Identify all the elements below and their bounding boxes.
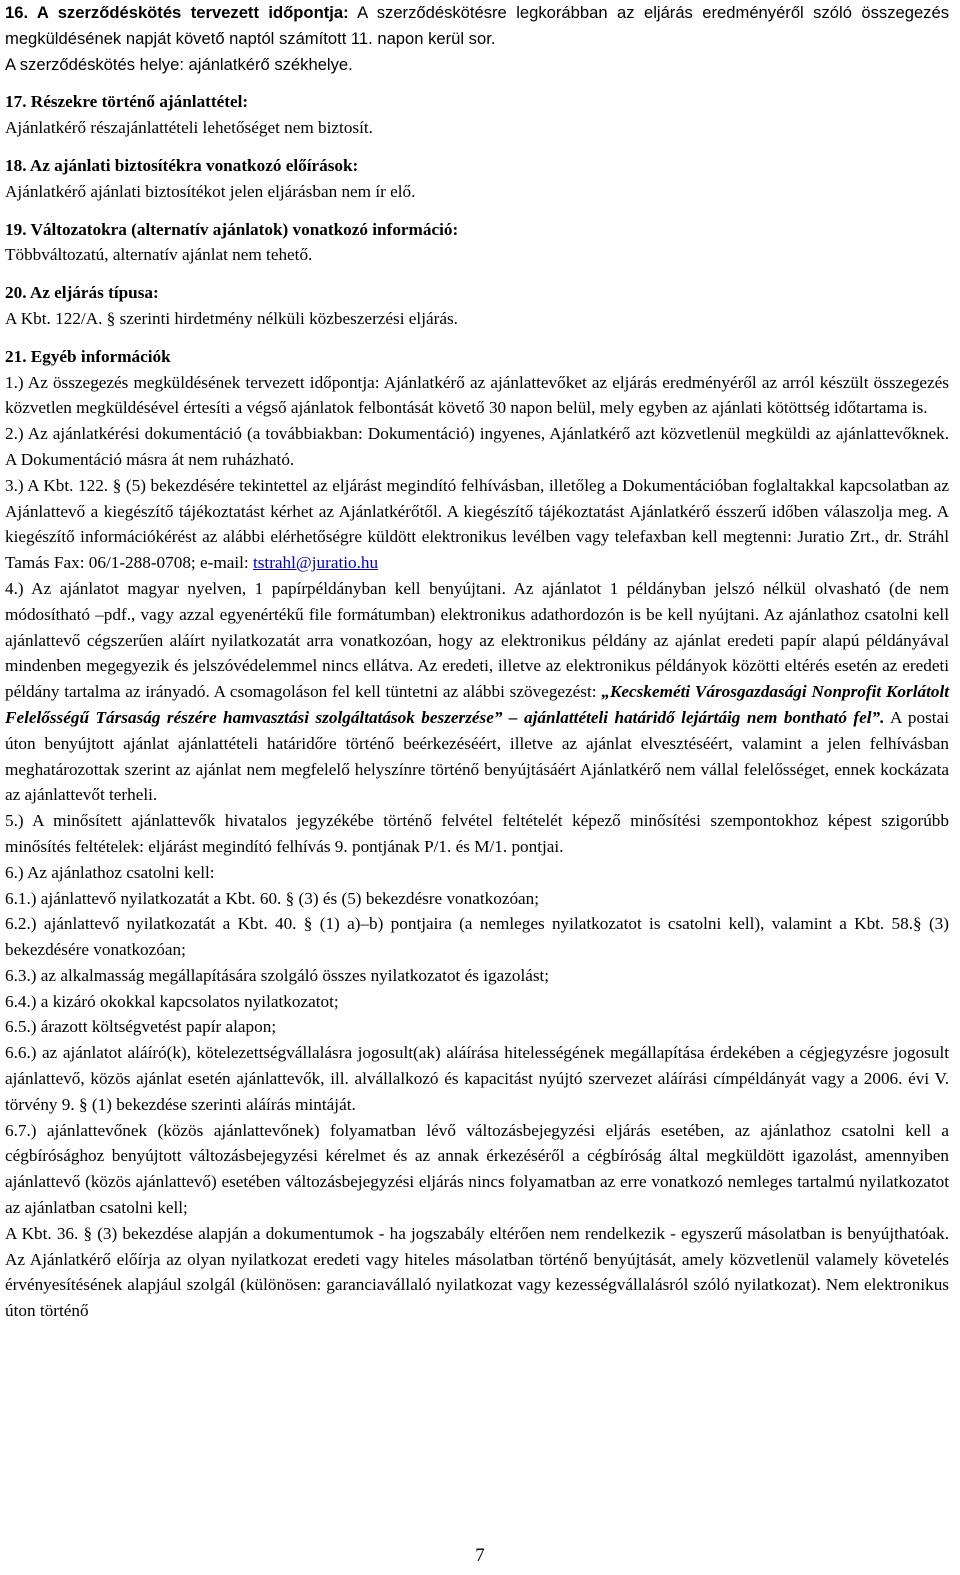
- document-body: [5, 0, 949, 1324]
- packaging-label-text: „Kecskeméti Városgazdasági Nonprofit Korlátolt Felelősségű Társaság részére hamvasztási szolgáltatások beszerzése” – ajánlattételi határidő lejártáig nem bontható fel”.: [5, 682, 949, 727]
- section-16: [5, 0, 949, 52]
- info-item-3: [5, 473, 949, 576]
- section-19-heading: 19. Változatokra (alternatív ajánlatok) vonatkozó információ:: [5, 219, 459, 239]
- section-17-text: Ajánlatkérő részajánlattételi lehetőséget nem biztosít.: [5, 118, 373, 138]
- info-item-6-7: 6.7.) ajánlattevőnek (közös ajánlattevőnek) folyamatban lévő változásbejegyzési eljárás esetében, az ajánlathoz csatolni kell a cégbírósághoz benyújtott változásbejegyzési kérelmet és az annak érkezéséről a cégbíróság által megküldött igazolást, amennyiben ajánlattevő (közös ajánlattevő) esetében változásbejegyzési eljárás nincs folyamatban az erre vonatkozó nemleges tartalmú nyilatkozatot az ajánlatban csatolni kell;: [5, 1120, 949, 1218]
- section-20-text: A Kbt. 122/A. § szerinti hirdetmény nélküli közbeszerzési eljárás.: [5, 308, 458, 328]
- section-21-heading: 21. Egyéb információk: [5, 346, 171, 366]
- section-18-text: Ajánlatkérő ajánlati biztosítékot jelen eljárásban nem ír elő.: [5, 181, 416, 201]
- info-item-1: 1.) Az összegezés megküldésének tervezett időpontja: Ajánlatkérő az ajánlattevőket az eljárás eredményéről az arról készült összegezés közvetlen megküldésével értesíti a végső ajánlatok felbontását követő 30 napon belül, mely egyben az ajánlati kötöttség időtartama is.: [5, 372, 949, 418]
- info-item-3-text: 3.) A Kbt. 122. § (5) bekezdésére tekintettel az eljárást megindító felhívásban, illetőleg a Dokumentációban foglaltakkal kapcsolatban az Ajánlattevő a kiegészítő tájékoztatást kérhet az Ajánlatkérőtől. A kiegészítő tájékoztatást Ajánlatkérő ésszerű időben válaszolja meg. A kiegészítő információkérést az alábbi elérhetőségre küldött elektronikus levélben vagy telefaxban kell megtenni: Juratio Zrt., dr. Stráhl Tamás Fax: 06/1-288-0708; e-mail:: [5, 475, 949, 573]
- info-item-6-2: 6.2.) ajánlattevő nyilatkozatát a Kbt. 40. § (1) a)–b) pontjaira (a nemleges nyilatkozatot is csatolni kell), valamint a Kbt. 58.§ (3) bekezdésére vonatkozóan;: [5, 914, 949, 960]
- page-number: 7: [475, 1545, 485, 1566]
- info-item-2: 2.) Az ajánlatkérési dokumentáció (a továbbiakban: Dokumentáció) ingyenes, Ajánlatkérő azt közvetlenül megküldi az ajánlattevőknek. A Dokumentáció másra át nem ruházható.: [5, 424, 949, 469]
- info-item-4-text-a: 4.) Az ajánlatot magyar nyelven, 1 papírpéldányban kell benyújtani. Az ajánlatot 1 példányban jelszó nélkül olvasható (de nem módosítható –pdf., vagy azzal egyenértékű file formátumban) elektronikus adathordozón is be kell nyújtani. Az ajánlathoz csatolni kell ajánlattevő cégszerűen aláírt nyilatkozatát arra vonatkozóan, hogy az elektronikus példány az ajánlat eredeti papír alapú példányával mindenben megegyezik és jelszóvédelemmel nincs ellátva. Az eredeti, illetve az elektronikus példányok közötti eltérés esetén az eredeti példány tartalma az irányadó. A csomagoláson fel kell tüntetni az alábbi szövegezést:: [5, 578, 949, 702]
- info-item-4-text-b: A postai úton benyújtott ajánlat ajánlattételi határidőre történő beérkezéséért, illetve az ajánlat elvesztéséért, valamint a jelen felhívásban meghatározottak szerint az ajánlat nem megfelelő helyszínre történő benyújtásáért Ajánlatkérő nem vállal felelősséget, ennek kockázata az ajánlattevőt terheli.: [5, 707, 949, 805]
- info-item-6-5: 6.5.) árazott költségvetést papír alapon;: [5, 1017, 277, 1037]
- section-17-heading: 17. Részekre történő ajánlattétel:: [5, 92, 249, 112]
- section-16-heading: 16. A szerződéskötés tervezett időpontja:: [5, 3, 349, 22]
- section-20-heading: 20. Az eljárás típusa:: [5, 283, 159, 303]
- info-item-6-4: 6.4.) a kizáró okokkal kapcsolatos nyilatkozatot;: [5, 991, 339, 1011]
- info-item-5: 5.) A minősített ajánlattevők hivatalos jegyzékébe történő felvétel feltételét képező minősítési szempontokhoz képest szigorúbb minősítés feltételek: eljárást megindító felhívás 9. pontjának P/1. és M/1. pontjai.: [5, 811, 949, 856]
- section-16-place: A szerződéskötés helye: ajánlatkérő székhelye.: [5, 54, 353, 74]
- info-item-6-1: 6.1.) ajánlattevő nyilatkozatát a Kbt. 60. § (3) és (5) bekezdésre vonatkozóan;: [5, 888, 540, 908]
- info-item-kbt36: A Kbt. 36. § (3) bekezdése alapján a dokumentumok - ha jogszabály eltérően nem rendelkezik - egyszerű másolatban is benyújthatóak. Az Ajánlatkérő előírja az olyan nyilatkozat eredeti vagy hiteles másolatban történő benyújtását, amely közvetlenül valamely követelés érvényesítésének alapjául szolgál (különösen: garanciavállaló nyilatkozat vagy kezességvállalásról szóló nyilatkozat). Nem elektronikus úton történő: [5, 1223, 949, 1321]
- info-item-4: [5, 576, 949, 808]
- info-item-6: 6.) Az ajánlathoz csatolni kell:: [5, 862, 215, 882]
- section-16-text: A szerződéskötésre legkorábban az eljárás eredményéről szóló összegezés megküldésének napját követő naptól számított 11. napon kerül sor.: [5, 3, 949, 48]
- section-18-heading: 18. Az ajánlati biztosítékra vonatkozó előírások:: [5, 155, 359, 175]
- email-link[interactable]: tstrahl@juratio.hu: [252, 553, 379, 573]
- section-19-text: Többváltozatú, alternatív ajánlat nem tehető.: [5, 245, 313, 265]
- info-item-6-6: 6.6.) az ajánlatot aláíró(k), kötelezettségvállalásra jogosult(ak) aláírása hitelességének megállapítása érdekében a cégjegyzésre jogosult ajánlattevő, közös ajánlat esetén ajánlattevők, ill. alvállalkozó és kapacitást nyújtó szervezet aláírási címpéldányát vagy a 2006. évi V. törvény 9. § (1) bekezdése szerinti aláírás mintáját.: [5, 1043, 949, 1114]
- info-item-6-3: 6.3.) az alkalmasság megállapítására szolgáló összes nyilatkozatot és igazolást;: [5, 965, 550, 985]
